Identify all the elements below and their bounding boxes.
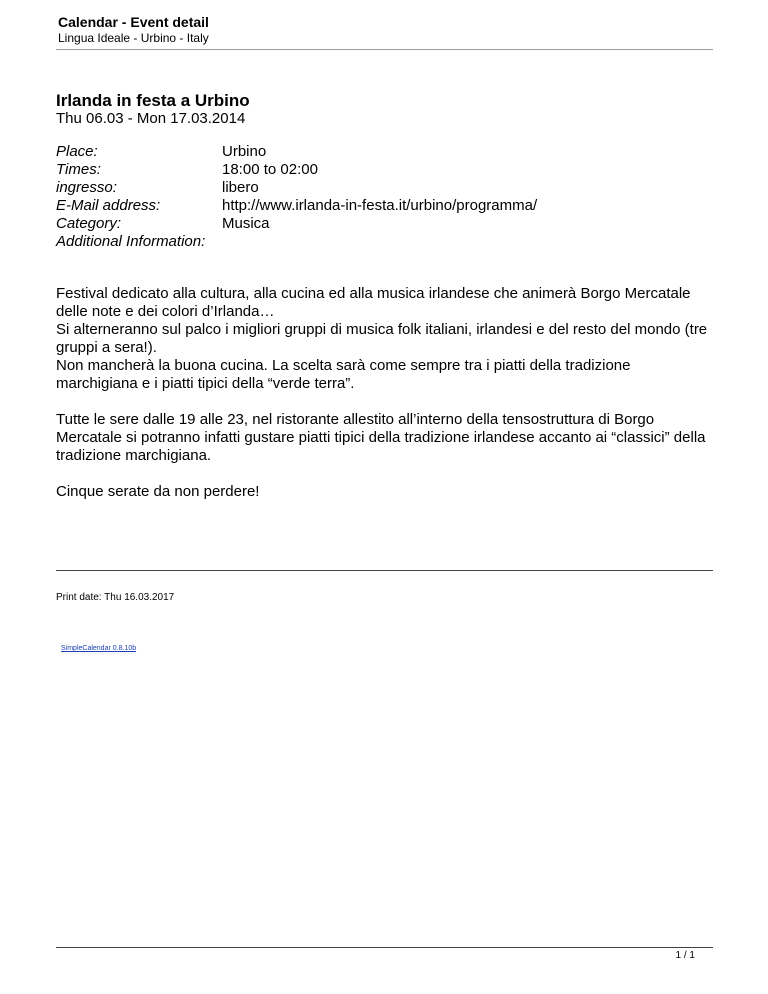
detail-row-email [56,197,537,215]
footer-divider [56,570,713,571]
header-subtitle: Lingua Ideale - Urbino - Italy [58,31,209,45]
detail-value: libero [222,179,259,196]
detail-row-category [56,215,537,233]
event-dates: Thu 06.03 - Mon 17.03.2014 [56,110,246,127]
description-paragraph: Tutte le sere dalle 19 alle 23, nel ristorante allestito all’interno della tensostruttura di Borgo Mercatale si potranno infatti gustare piatti tipici della tradizione irlandese accanto ai “classici” della tradizione marchigiana. [56,411,706,464]
event-title: Irlanda in festa a Urbino [56,91,250,110]
detail-row-place [56,143,537,161]
page-bottom-divider [56,947,713,948]
header-title: Calendar - Event detail [58,14,209,30]
detail-row-additional-info [56,233,537,251]
detail-label: Additional Information: [56,233,206,250]
detail-label: Times: [56,161,101,178]
description-paragraph: Cinque serate da non perdere! [56,483,260,500]
detail-value: 18:00 to 02:00 [222,161,318,178]
simplecalendar-link[interactable]: SimpleCalendar 0.8.10b [61,645,137,652]
detail-label: Place: [56,143,98,160]
detail-value-url: http://www.irlanda-in-festa.it/urbino/programma/ [222,197,538,214]
detail-value: Musica [222,215,270,232]
detail-value: Urbino [222,143,267,160]
detail-row-times [56,161,537,179]
detail-label: E-Mail address: [56,197,161,214]
detail-row-ingresso [56,179,537,197]
event-description [56,285,716,501]
detail-label: ingresso: [56,179,117,196]
description-paragraph: Festival dedicato alla cultura, alla cucina ed alla musica irlandese che animerà Borgo Mercatale delle note e dei colori d’Irlanda… Si alterneranno sul palco i migliori gruppi di musica folk italiani, irlandesi e del resto del mondo (tre gruppi a sera!). Non mancherà la buona cucina. La scelta sarà come sempre tra i piatti della tradizione marchigiana e i piatti tipici della “verde terra”. [56,285,708,392]
print-date: Print date: Thu 16.03.2017 [56,592,175,603]
event-details [56,143,537,251]
header-divider [56,49,713,50]
page-number: 1 / 1 [675,950,695,961]
detail-label: Category: [56,215,122,232]
